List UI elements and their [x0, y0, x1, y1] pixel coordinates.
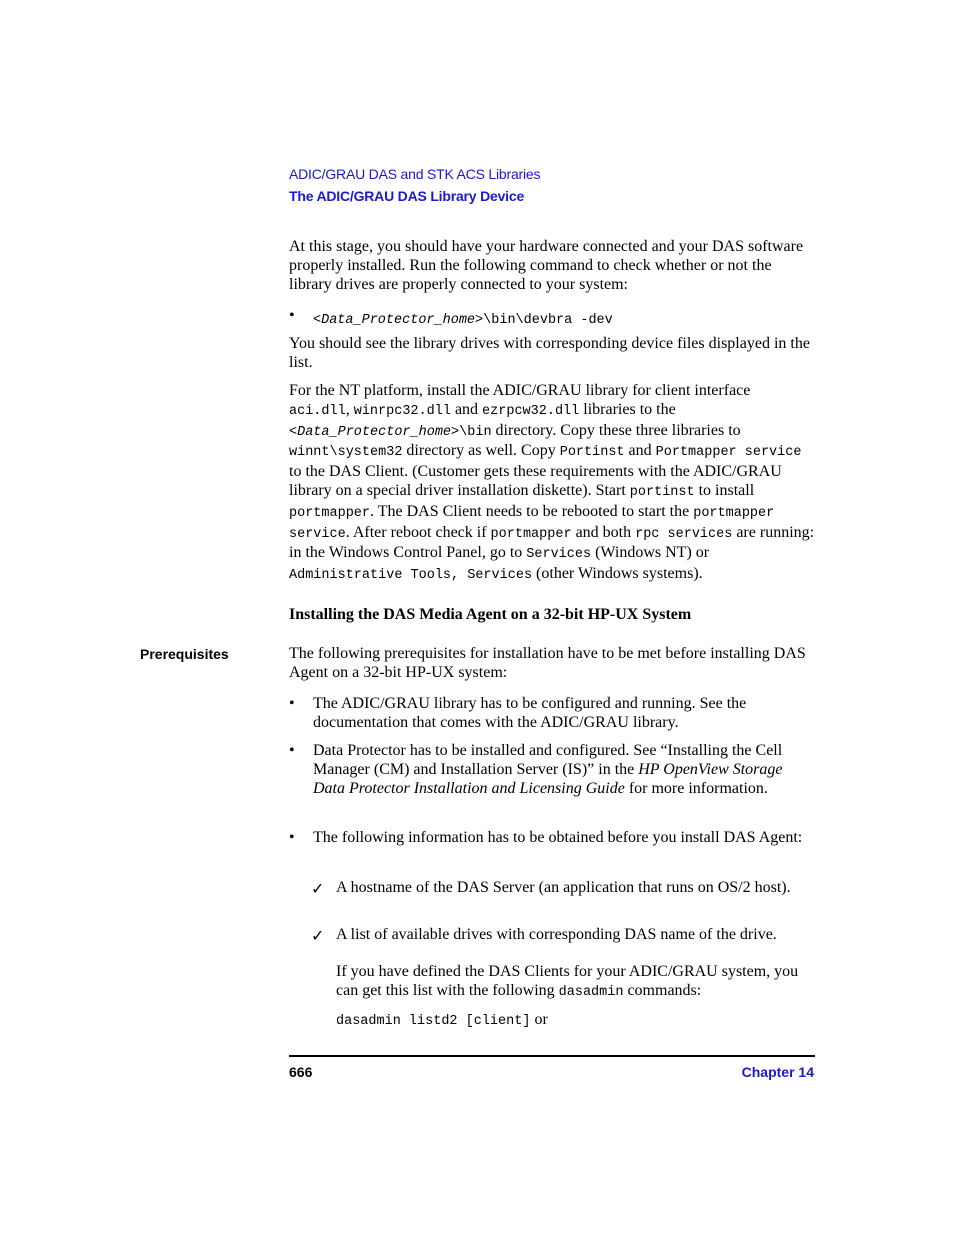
device-files-paragraph: You should see the library drives with corresponding device files displayed in the list. — [289, 335, 810, 371]
section-heading: Installing the DAS Media Agent on a 32-bit HP-UX System — [289, 606, 692, 623]
check-text: If you have defined the DAS Clients for your ADIC/GRAU system, you can get this list with the following — [336, 963, 799, 999]
code-winnt-system32: winnt\system32 — [289, 445, 403, 461]
code-aci-dll: aci.dll — [289, 403, 346, 419]
checkmark-icon: ✓ — [311, 926, 325, 945]
check-item-continued — [336, 963, 815, 1003]
bullet-text: for more information. — [628, 779, 768, 797]
check-item: A list of available drives with corresponding DAS name of the drive. — [336, 926, 777, 943]
code-portmapper-service: Portmapper service — [655, 445, 802, 461]
bullet-icon: • — [289, 742, 295, 759]
nt-platform-paragraph: For the NT platform, install the ADIC/GRAU library for client interface aci.dll, winrpc32.dll and ezrpcw32.dll libraries to the <Data_Protector_home>\bin directory. Copy these three libraries to winnt\system32 directory as well. Copy Portinst and Portmapper service to the DAS Client. (Customer gets these requirements with the ADIC/GRAU library on a special driver installation diskette). Start portinst to install portmapper. The DAS Client needs to be rebooted to start the portmapper service. After reboot check if portmapper and both rpc services are running: in the Windows Control Panel, go to Services (Windows NT) or Administrative Tools, Services (other Windows systems). — [289, 382, 815, 584]
command-variable: <Data_Protector_home> — [313, 313, 484, 328]
nt-text: directory as well. Copy — [406, 442, 556, 460]
nt-text: and — [454, 400, 479, 418]
command-example — [336, 1011, 548, 1029]
nt-text: and both — [575, 523, 632, 541]
code-dasadmin-listd2: dasadmin listd2 [client] — [336, 1014, 531, 1029]
bullet-item — [313, 742, 815, 798]
footer-rule — [289, 1055, 815, 1057]
check-item: A hostname of the DAS Server (an application that runs on OS/2 host). — [336, 879, 791, 896]
nt-text: and — [628, 442, 652, 460]
code-dasadmin: dasadmin — [558, 984, 624, 1000]
nt-text: to install — [698, 481, 755, 499]
nt-text: libraries to the — [583, 400, 676, 418]
side-label-prerequisites: Prerequisites — [140, 646, 229, 662]
nt-text: For the NT platform, install the ADIC/GRAU library for client interface — [289, 382, 751, 399]
bullet-icon: • — [289, 307, 295, 324]
nt-text: . The DAS Client needs to be rebooted to start the — [370, 502, 690, 520]
chapter-label: Chapter 14 — [741, 1064, 814, 1080]
code-administrative-tools: Administrative Tools, Services — [289, 568, 533, 584]
code-ezrpcw32-dll: ezrpcw32.dll — [482, 403, 580, 419]
bullet-text: Data Protector has to be installed and configured. See “Installing the Cell Manager (CM) and Installation Server (IS)” in the — [313, 742, 783, 778]
bullet-icon: • — [289, 829, 295, 846]
code-services: Services — [526, 547, 592, 563]
page-number: 666 — [289, 1064, 313, 1080]
nt-text: (Windows NT) or — [595, 544, 710, 562]
code-portinst: portinst — [629, 484, 695, 500]
running-header-section: ADIC/GRAU DAS and STK ACS Libraries — [289, 166, 541, 182]
check-text: commands: — [627, 981, 702, 999]
nt-text: directory. Copy these three libraries to — [495, 421, 741, 439]
bullet-item: The following information has to be obtained before you install DAS Agent: — [313, 829, 803, 846]
code-portinst: Portinst — [559, 445, 625, 461]
code-portmapper: portmapper — [289, 505, 371, 521]
code-portmapper-service: portmapper service — [289, 505, 775, 542]
intro-paragraph: At this stage, you should have your hardware connected and your DAS software properly installed. Run the following command to check whether or not the library drives are properly connected to your system: — [289, 238, 804, 293]
prerequisites-intro: The following prerequisites for installation have to be met before installing DAS Agent on a 32-bit HP-UX system: — [289, 645, 806, 681]
code-bin: \bin — [459, 424, 492, 440]
code-portmapper: portmapper — [490, 526, 572, 542]
code-rpc-services: rpc services — [635, 526, 733, 542]
code-data-protector-home: <Data_Protector_home> — [289, 424, 460, 440]
checkmark-icon: ✓ — [311, 879, 325, 898]
guide-title: HP OpenView Storage Data Protector Installation and Licensing Guide — [313, 760, 783, 797]
nt-text: . After reboot check if — [345, 523, 487, 541]
command-line — [313, 310, 613, 328]
nt-text: are running: in the Windows Control Panel, go to — [289, 523, 815, 562]
command-text: \bin\devbra -dev — [483, 313, 613, 328]
nt-text: to the DAS Client. (Customer gets these requirements with the ADIC/GRAU library on a special driver installation diskette). Start — [289, 463, 782, 499]
code-winrpc32-dll: winrpc32.dll — [353, 403, 451, 419]
bullet-icon: • — [289, 695, 295, 712]
bullet-item: The ADIC/GRAU library has to be configured and running. See the documentation that comes with the ADIC/GRAU library. — [313, 695, 747, 731]
running-header-subsection: The ADIC/GRAU DAS Library Device — [289, 188, 525, 204]
nt-text: (other Windows systems). — [536, 565, 703, 583]
command-or: or — [534, 1011, 548, 1028]
